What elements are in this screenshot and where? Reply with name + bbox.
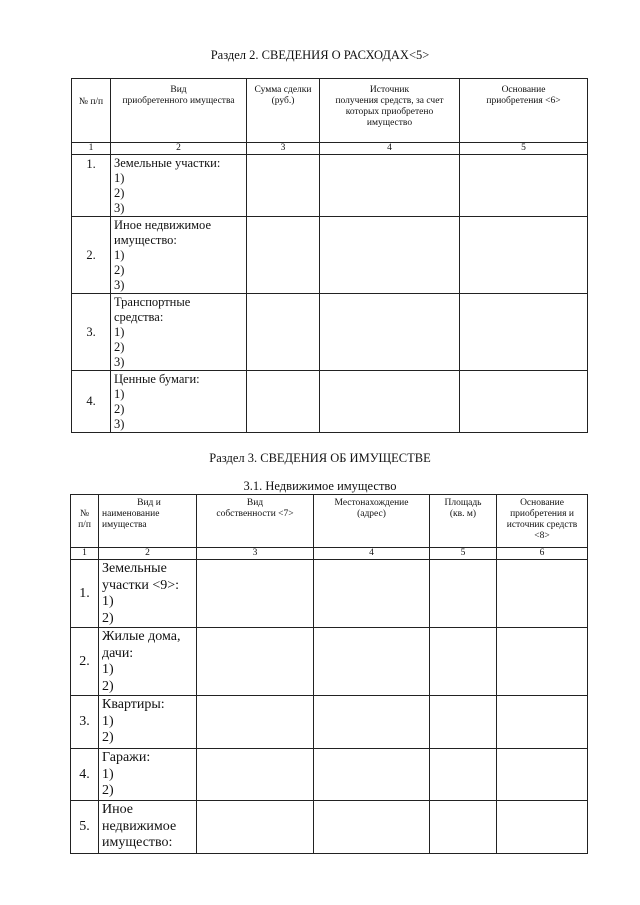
empty-cell[interactable] <box>247 155 320 217</box>
empty-cell[interactable] <box>430 560 497 628</box>
header-line: № п/п <box>78 97 104 107</box>
header-line: Сумма сделки <box>254 85 312 95</box>
header-cell <box>497 495 588 548</box>
category-line: имущество: <box>114 233 177 247</box>
column-number: 1 <box>72 143 111 155</box>
empty-cell[interactable] <box>497 560 588 628</box>
table-row <box>72 294 588 371</box>
empty-cell[interactable] <box>460 155 588 217</box>
category-line: 2) <box>114 186 125 200</box>
empty-cell[interactable] <box>314 749 430 801</box>
category-line: 3) <box>114 278 125 292</box>
header-line: (адрес) <box>357 509 386 519</box>
header-line: источник средств <box>506 520 578 530</box>
column-number: 2 <box>111 143 247 155</box>
empty-cell[interactable] <box>314 560 430 628</box>
expenses-table <box>71 78 588 433</box>
table-row <box>71 749 588 801</box>
empty-cell[interactable] <box>320 217 460 294</box>
property-header-row <box>71 495 588 548</box>
empty-cell[interactable] <box>314 628 430 696</box>
header-line: Площадь <box>444 498 482 508</box>
empty-cell[interactable] <box>497 696 588 749</box>
category-line: 2) <box>102 678 114 694</box>
header-line: (руб.) <box>271 96 295 106</box>
column-number: 3 <box>247 143 320 155</box>
section3-subtitle: 3.1. Недвижимое имущество <box>243 479 397 493</box>
header-cell <box>430 495 497 548</box>
category-line: средства: <box>114 310 164 324</box>
header-line: имущества <box>102 520 147 530</box>
row-number: 3. <box>72 294 111 371</box>
empty-cell[interactable] <box>430 749 497 801</box>
header-line: <8> <box>534 531 550 541</box>
section2-title: Раздел 2. СВЕДЕНИЯ О РАСХОДАХ<5> <box>210 48 430 62</box>
table-row <box>72 217 588 294</box>
row-category <box>111 371 247 433</box>
table-row <box>72 371 588 433</box>
expenses-header-row <box>72 79 588 143</box>
column-number: 5 <box>430 548 497 560</box>
empty-cell[interactable] <box>320 294 460 371</box>
header-line: Вид <box>246 498 264 508</box>
header-line: № <box>79 509 90 519</box>
category-line: 3) <box>114 355 125 369</box>
column-number-row <box>72 143 588 155</box>
category-line: 1) <box>114 171 125 185</box>
category-line: 2) <box>102 783 114 798</box>
column-number: 3 <box>197 548 314 560</box>
empty-cell[interactable] <box>247 294 320 371</box>
header-line: приобретения и <box>510 509 574 519</box>
empty-cell[interactable] <box>197 628 314 696</box>
category-line: Квартиры: <box>102 697 165 712</box>
row-category <box>99 628 197 696</box>
category-line: 2) <box>114 263 125 277</box>
row-number: 4. <box>71 749 99 801</box>
category-line: Иное недвижимое <box>114 218 212 232</box>
row-number: 2. <box>72 217 111 294</box>
row-number: 5. <box>71 801 99 854</box>
header-line: получения средств, за счет <box>335 96 444 106</box>
table-row <box>72 155 588 217</box>
category-line: Земельные <box>102 561 167 576</box>
header-line: наименование <box>102 509 160 519</box>
header-line: приобретения <6> <box>486 96 561 106</box>
category-line: Жилые дома, <box>102 629 181 644</box>
empty-cell[interactable] <box>247 217 320 294</box>
category-line: 2) <box>102 730 114 745</box>
row-number: 2. <box>71 628 99 696</box>
header-cell <box>320 79 460 143</box>
header-line: (кв. м) <box>449 509 477 519</box>
header-line: Вид <box>170 85 187 95</box>
category-line: 1) <box>102 662 114 677</box>
empty-cell[interactable] <box>314 801 430 854</box>
property-table <box>70 494 588 854</box>
empty-cell[interactable] <box>320 155 460 217</box>
empty-cell[interactable] <box>320 371 460 433</box>
empty-cell[interactable] <box>197 696 314 749</box>
empty-cell[interactable] <box>197 801 314 854</box>
section3-title: Раздел 3. СВЕДЕНИЯ ОБ ИМУЩЕСТВЕ <box>209 451 431 465</box>
header-cell <box>197 495 314 548</box>
category-line: 2) <box>114 402 125 416</box>
header-line: п/п <box>78 520 91 530</box>
row-number: 1. <box>72 155 111 217</box>
header-line: собственности <7> <box>216 509 294 519</box>
category-line: дачи: <box>102 645 134 661</box>
category-line: 1) <box>102 594 114 609</box>
empty-cell[interactable] <box>497 749 588 801</box>
empty-cell[interactable] <box>247 371 320 433</box>
row-category <box>99 560 197 628</box>
empty-cell[interactable] <box>497 801 588 854</box>
row-number: 4. <box>72 371 111 433</box>
header-line: которых приобретено <box>345 107 434 117</box>
empty-cell[interactable] <box>460 217 588 294</box>
row-category <box>99 696 197 749</box>
column-number: 6 <box>497 548 588 560</box>
category-line: 1) <box>114 248 125 262</box>
empty-cell[interactable] <box>430 628 497 696</box>
row-category <box>111 217 247 294</box>
column-number: 1 <box>71 548 99 560</box>
column-number: 4 <box>320 143 460 155</box>
category-line: 2) <box>114 340 125 354</box>
header-cell <box>111 79 247 143</box>
category-line: 2) <box>102 610 114 626</box>
row-category <box>99 749 197 801</box>
category-line: 1) <box>102 713 114 729</box>
header-line: имущество <box>366 118 413 128</box>
header-line: Основание <box>501 85 546 95</box>
header-line: Вид и <box>137 498 161 508</box>
empty-cell[interactable] <box>314 696 430 749</box>
empty-cell[interactable] <box>460 371 588 433</box>
category-line: 1) <box>114 325 125 339</box>
category-line: Иное <box>102 802 133 817</box>
empty-cell[interactable] <box>460 294 588 371</box>
header-line: Местонахождение <box>334 498 409 508</box>
table-row <box>71 801 588 854</box>
column-number: 4 <box>314 548 430 560</box>
empty-cell[interactable] <box>197 560 314 628</box>
row-category <box>111 155 247 217</box>
category-line: имущество: <box>102 835 173 850</box>
category-line: участки <9>: <box>102 577 180 593</box>
header-line: Основание <box>520 498 564 508</box>
category-line: 1) <box>114 387 125 401</box>
header-line: Источник <box>369 85 410 95</box>
header-cell <box>247 79 320 143</box>
empty-cell[interactable] <box>430 696 497 749</box>
empty-cell[interactable] <box>197 749 314 801</box>
column-number: 2 <box>99 548 197 560</box>
column-number: 5 <box>460 143 588 155</box>
category-line: 3) <box>114 417 125 431</box>
row-category <box>111 294 247 371</box>
category-line: Земельные участки: <box>114 156 221 170</box>
header-cell <box>72 79 111 143</box>
table-row <box>71 696 588 749</box>
header-cell <box>314 495 430 548</box>
header-cell <box>99 495 197 548</box>
header-cell <box>460 79 588 143</box>
empty-cell[interactable] <box>430 801 497 854</box>
empty-cell[interactable] <box>497 628 588 696</box>
category-line: 1) <box>102 766 114 782</box>
column-number-row <box>71 548 588 560</box>
row-number: 3. <box>71 696 99 749</box>
category-line: Гаражи: <box>102 750 151 765</box>
table-row <box>71 628 588 696</box>
category-line: 3) <box>114 201 125 215</box>
header-cell <box>71 495 99 548</box>
table-row <box>71 560 588 628</box>
category-line: недвижимое <box>102 818 177 834</box>
row-category <box>99 801 197 854</box>
category-line: Транспортные <box>114 295 191 309</box>
row-number: 1. <box>71 560 99 628</box>
header-line: приобретенного имущества <box>122 96 235 106</box>
category-line: Ценные бумаги: <box>114 372 200 386</box>
